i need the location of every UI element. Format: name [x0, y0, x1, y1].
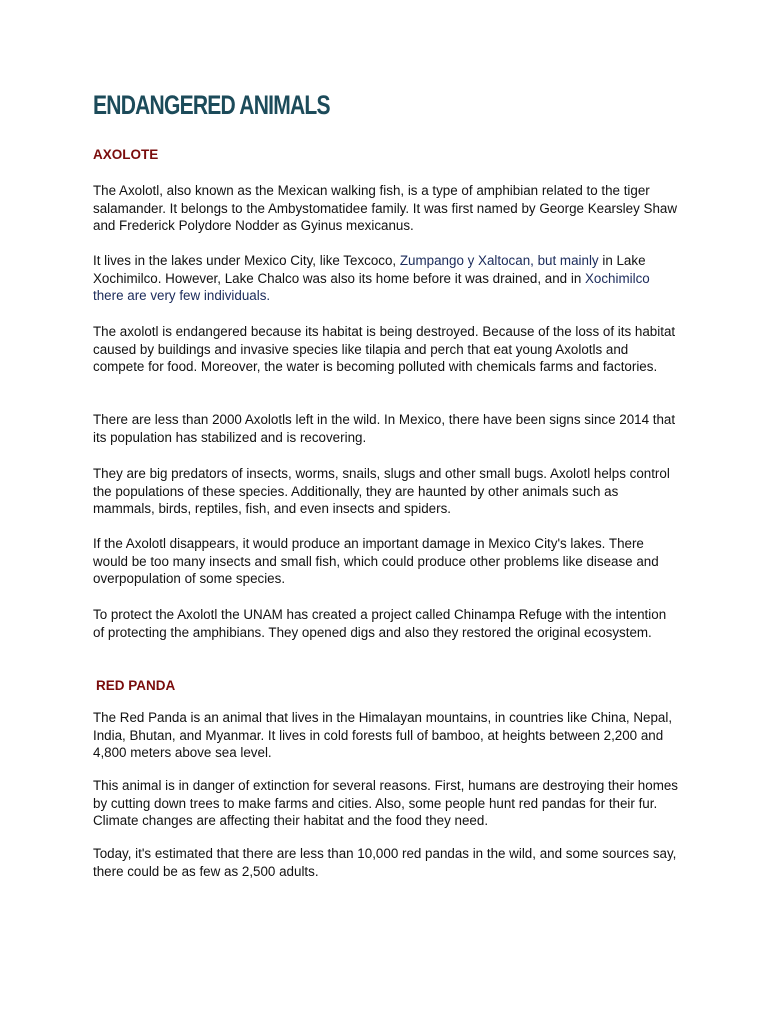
section-heading-red-panda: RED PANDA — [96, 678, 176, 693]
paragraph-text: It lives in the lakes under Mexico City, like Texcoco, — [93, 253, 400, 268]
highlighted-text: Zumpango y Xaltocan, but mainly — [399, 253, 599, 268]
paragraph: If the Axolotl disappears, it would produce an important damage in Mexico City's lakes. There would be too many insects and small fish, which could produce other problems like disease and overpopulation of some species. — [93, 536, 659, 587]
page-title: ENDANGERED ANIMALS — [93, 90, 330, 120]
paragraph: There are less than 2000 Axolotls left in the wild. In Mexico, there have been signs since 2014 that its population has stabilized and is recovering. — [93, 412, 676, 445]
paragraph: To protect the Axolotl the UNAM has created a project called Chinampa Refuge with the intention of protecting the amphibians. They opened digs and also they restored the original ecosystem. — [93, 607, 667, 640]
paragraph: Today, it's estimated that there are less than 10,000 red pandas in the wild, and some sources say, there could be as few as 2,500 adults. — [93, 846, 677, 879]
paragraph: The Axolotl, also known as the Mexican walking fish, is a type of amphibian related to the tiger salamander. It belongs to the Ambystomatidee family. It was first named by George Kearsley Shaw and Frederick Polydore Nodder as Gyinus mexicanus. — [93, 183, 678, 234]
paragraph: The axolotl is endangered because its habitat is being destroyed. Because of the loss of its habitat caused by buildings and invasive species like tilapia and perch that eat young Axolotls and compete for food. Moreover, the water is becoming polluted with chemicals farms and factories. — [93, 324, 676, 375]
paragraph-text: in Lake Xochimilco. However, Lake Chalco was also its home before it was drained, and in — [93, 253, 646, 286]
section-heading-axolote: AXOLOTE — [93, 147, 159, 162]
highlighted-text: Xochimilco there are very few individuals. — [93, 270, 650, 304]
paragraph — [93, 252, 678, 305]
paragraph: The Red Panda is an animal that lives in the Himalayan mountains, in countries like China, Nepal, India, Bhutan, and Myanmar. It lives in cold forests full of bamboo, at heights between 2,200 and 4,800 meters above sea level. — [93, 710, 673, 761]
paragraph: This animal is in danger of extinction for several reasons. First, humans are destroying their homes by cutting down trees to make farms and cities. Also, some people hunt red pandas for their fur. Climate changes are affecting their habitat and the food they need. — [93, 778, 678, 829]
paragraph: They are big predators of insects, worms, snails, slugs and other small bugs. Axolotl helps control the populations of these species. Additionally, they are haunted by other animals such as mammals, birds, reptiles, fish, and even insects and spiders. — [93, 466, 670, 517]
